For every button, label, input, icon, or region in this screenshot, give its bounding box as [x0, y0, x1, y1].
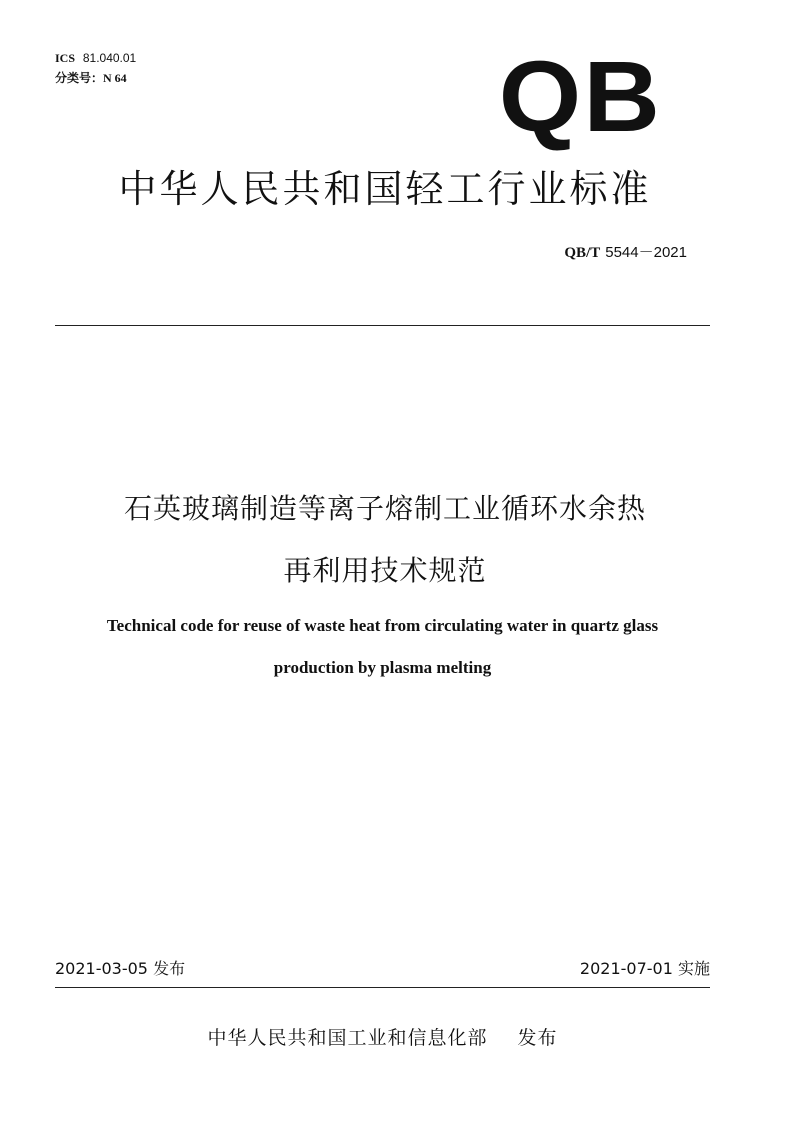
bottom-divider — [55, 987, 710, 988]
publisher-line — [0, 1024, 765, 1052]
standard-number-code: 5544－2021 — [605, 244, 687, 261]
top-divider — [55, 325, 710, 326]
standard-title: 中华人民共和国轻工行业标准 — [118, 167, 652, 211]
implementation-date: 2021-07-01 实施 — [579, 959, 710, 978]
category-classification — [55, 70, 127, 86]
qb-logo: QB — [498, 41, 662, 153]
category-code: N 64 — [103, 71, 127, 85]
english-title-line-1: Technical code for reuse of waste heat from circulating water in quartz glass — [106, 616, 659, 635]
publish-action: 发布 — [517, 1027, 558, 1049]
category-label: 分类号： — [55, 71, 104, 85]
chinese-title-line-1: 石英玻璃制造等离子熔制工业循环水余热 — [123, 492, 646, 525]
standard-number-prefix: QB/T — [564, 245, 601, 261]
english-title-line-2: production by plasma melting — [273, 658, 492, 677]
ics-code: 81.040.01 — [82, 51, 137, 65]
ics-classification — [55, 50, 136, 66]
ics-label: ICS — [55, 51, 76, 65]
chinese-title-line-2: 再利用技术规范 — [283, 554, 487, 587]
standard-number — [564, 242, 687, 263]
release-date: 2021-03-05 发布 — [55, 959, 186, 978]
publisher-name: 中华人民共和国工业和信息化部 — [207, 1027, 488, 1049]
